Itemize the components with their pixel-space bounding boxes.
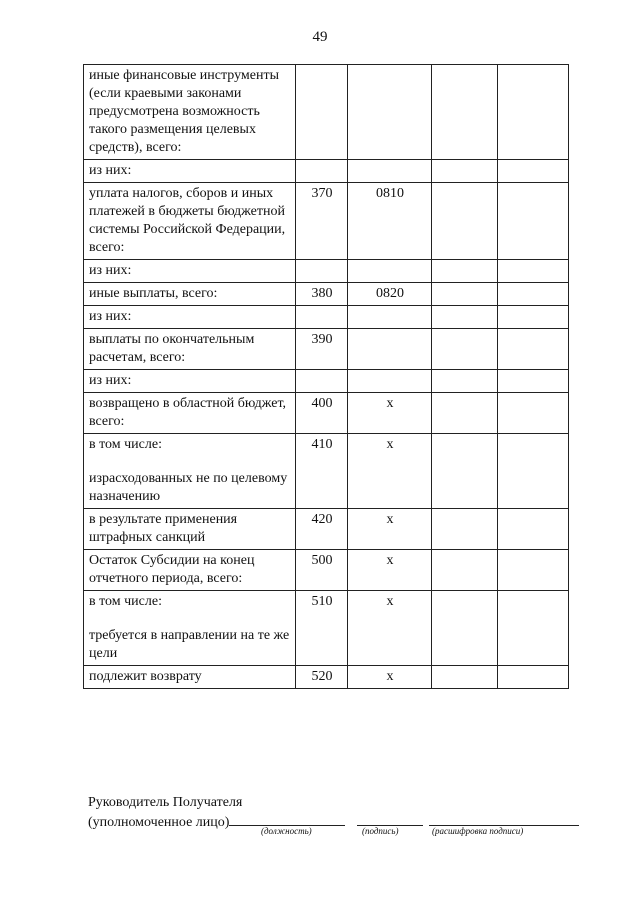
row-label: в результате применения штрафных санкций: [89, 512, 238, 545]
row-code2-cell: 0820: [348, 283, 432, 306]
row-label: из них:: [89, 309, 132, 324]
row-code-cell: 400: [296, 393, 348, 434]
table-row: [84, 591, 569, 666]
row-label-cell: [84, 370, 296, 393]
row-empty-cell: [432, 183, 498, 260]
row-label: подлежит возврату: [89, 669, 202, 684]
row-code-cell: 410: [296, 434, 348, 509]
row-label-cell: [84, 260, 296, 283]
row-label: из них:: [89, 163, 132, 178]
row-empty-cell: [432, 591, 498, 666]
row-label-cell: [84, 183, 296, 260]
row-code2-cell: х: [348, 591, 432, 666]
row-empty-cell: [498, 306, 569, 329]
report-table: [83, 64, 569, 689]
row-empty-cell: [432, 370, 498, 393]
caption-position: (должность): [261, 826, 312, 836]
row-empty-cell: [432, 260, 498, 283]
row-label: требуется в направлении на те же цели: [89, 628, 290, 661]
row-empty-cell: [498, 666, 569, 689]
row-label-cell: [84, 393, 296, 434]
row-code2-cell: [348, 65, 432, 160]
table-row: [84, 393, 569, 434]
signature-title: Руководитель Получателя: [88, 795, 243, 810]
row-code2-cell: 0810: [348, 183, 432, 260]
row-code2-cell: [348, 260, 432, 283]
row-label-cell: [84, 434, 296, 509]
row-code-cell: 420: [296, 509, 348, 550]
row-empty-cell: [432, 306, 498, 329]
row-code2-cell: х: [348, 509, 432, 550]
page-number: 49: [312, 29, 328, 45]
row-empty-cell: [498, 183, 569, 260]
row-empty-cell: [498, 591, 569, 666]
row-code-cell: 380: [296, 283, 348, 306]
row-code-cell: 520: [296, 666, 348, 689]
row-empty-cell: [498, 393, 569, 434]
row-code-cell: [296, 160, 348, 183]
table-row: [84, 329, 569, 370]
row-empty-cell: [432, 434, 498, 509]
row-empty-cell: [498, 509, 569, 550]
row-label-cell: [84, 160, 296, 183]
table-row: [84, 260, 569, 283]
row-code-cell: [296, 370, 348, 393]
caption-name: (расшифровка подписи): [432, 826, 524, 836]
row-code-cell: 390: [296, 329, 348, 370]
table-row: [84, 306, 569, 329]
position-line: [229, 812, 345, 826]
row-label-prefix: в том числе:: [89, 594, 162, 609]
signature-subtitle: (уполномоченное лицо): [88, 815, 230, 830]
row-code-cell: [296, 65, 348, 160]
row-empty-cell: [498, 260, 569, 283]
name-line: [429, 812, 579, 826]
row-empty-cell: [498, 283, 569, 306]
row-label: из них:: [89, 373, 132, 388]
row-label: иные выплаты, всего:: [89, 286, 218, 301]
table-row: [84, 283, 569, 306]
row-empty-cell: [498, 329, 569, 370]
row-code-cell: [296, 260, 348, 283]
table-row: [84, 509, 569, 550]
table-row: [84, 434, 569, 509]
row-code2-cell: х: [348, 434, 432, 509]
row-code2-cell: [348, 329, 432, 370]
row-empty-cell: [498, 550, 569, 591]
table-row: [84, 183, 569, 260]
row-empty-cell: [432, 550, 498, 591]
table-row: [84, 370, 569, 393]
row-empty-cell: [432, 283, 498, 306]
row-empty-cell: [432, 65, 498, 160]
row-code2-cell: х: [348, 666, 432, 689]
table-row: [84, 550, 569, 591]
row-label: выплаты по окончательным расчетам, всего:: [89, 332, 255, 365]
row-empty-cell: [498, 160, 569, 183]
row-label: уплата налогов, сборов и иных платежей в бюджеты бюджетной системы Российской Федерации, всего:: [89, 186, 286, 255]
row-label: возвращено в областной бюджет, всего:: [89, 396, 287, 429]
row-empty-cell: [432, 393, 498, 434]
row-label-cell: [84, 591, 296, 666]
row-label: из них:: [89, 263, 132, 278]
row-code-cell: [296, 306, 348, 329]
row-empty-cell: [432, 329, 498, 370]
signature-line: [357, 812, 423, 826]
row-label: иные финансовые инструменты (если краевыми законами предусмотрена возможность такого размещения целевых средств), всего:: [89, 68, 280, 155]
row-code2-cell: х: [348, 393, 432, 434]
row-label-cell: [84, 509, 296, 550]
row-label: израсходованных не по целевому назначению: [89, 471, 288, 504]
row-code-cell: 370: [296, 183, 348, 260]
row-label: Остаток Субсидии на конец отчетного периода, всего:: [89, 553, 255, 586]
row-empty-cell: [432, 160, 498, 183]
table-row: [84, 65, 569, 160]
row-empty-cell: [432, 509, 498, 550]
table-row: [84, 160, 569, 183]
row-empty-cell: [498, 370, 569, 393]
row-empty-cell: [432, 666, 498, 689]
row-label-cell: [84, 666, 296, 689]
row-label-prefix: в том числе:: [89, 437, 162, 452]
row-code2-cell: х: [348, 550, 432, 591]
row-code2-cell: [348, 370, 432, 393]
row-code-cell: 510: [296, 591, 348, 666]
table-row: [84, 666, 569, 689]
row-label-cell: [84, 550, 296, 591]
row-empty-cell: [498, 434, 569, 509]
row-label-cell: [84, 306, 296, 329]
row-code2-cell: [348, 160, 432, 183]
row-label-cell: [84, 329, 296, 370]
row-label-cell: [84, 283, 296, 306]
row-empty-cell: [498, 65, 569, 160]
row-code-cell: 500: [296, 550, 348, 591]
row-label-cell: [84, 65, 296, 160]
row-code2-cell: [348, 306, 432, 329]
caption-signature: (подпись): [362, 826, 399, 836]
